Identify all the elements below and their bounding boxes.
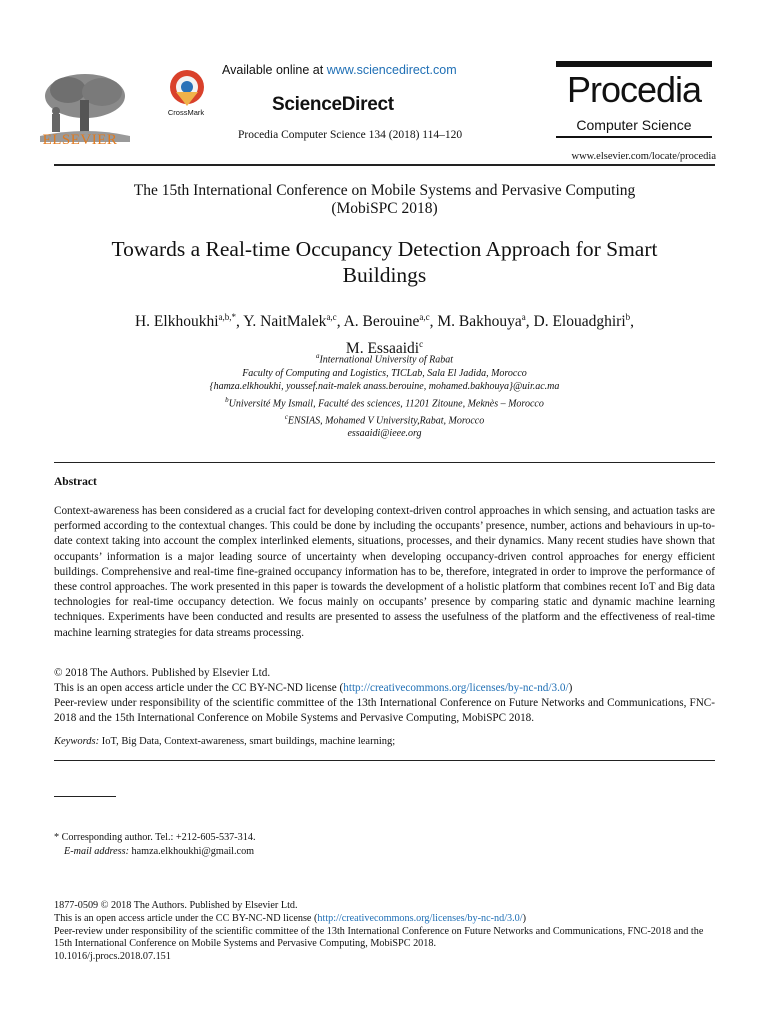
author-separator: , bbox=[630, 313, 634, 331]
affiliation-text: ENSIAS, Mohamed V University,Rabat, Morocco bbox=[287, 414, 485, 426]
keywords-text: IoT, Big Data, Context-awareness, smart buildings, machine learning; bbox=[99, 736, 396, 747]
author-name: A. Berouine bbox=[343, 313, 420, 331]
sciencedirect-brand: ScienceDirect bbox=[272, 94, 394, 115]
author-affil-sup: b bbox=[625, 312, 631, 322]
doi[interactable]: 10.1016/j.procs.2018.07.151 bbox=[54, 951, 171, 963]
bottom-open-access-suffix: ) bbox=[522, 912, 527, 924]
author-name: D. Elouadghiri bbox=[533, 313, 626, 331]
bottom-cc-license-link[interactable]: http://creativecommons.org/licenses/by-nc-nd/3.0/ bbox=[317, 912, 523, 924]
peer-review-line: Peer-review under responsibility of the scientific committee of the 13th International Conference on Future Networks and Communications, FNC-2018 and the 15th International Conference on Mobile Systems and Pervasive Computing, MobiSPC 2018. bbox=[54, 697, 715, 724]
abstract-heading: Abstract bbox=[54, 476, 97, 488]
conference-line-2: (MobiSPC 2018) bbox=[331, 200, 438, 217]
bottom-license bbox=[54, 900, 715, 964]
author-separator: , bbox=[525, 313, 534, 331]
issn-line: 1877-0509 © 2018 The Authors. Published by Elsevier Ltd. bbox=[54, 900, 298, 911]
procedia-url[interactable]: www.elsevier.com/locate/procedia bbox=[571, 151, 716, 162]
conference-line-1: The 15th International Conference on Mobile Systems and Pervasive Computing bbox=[133, 182, 636, 199]
affiliation-line bbox=[54, 427, 715, 441]
keywords-label: Keywords: bbox=[54, 736, 100, 747]
conference-name bbox=[54, 182, 715, 218]
author-name: M. Essaaidi bbox=[345, 340, 420, 358]
author-line-1 bbox=[54, 306, 715, 333]
affiliation-sup: b bbox=[225, 395, 229, 404]
affiliation-line bbox=[54, 380, 715, 394]
corresponding-author: * Corresponding author. Tel.: +212-605-537-314. bbox=[54, 832, 256, 843]
author-affil-sup: a,b,* bbox=[218, 312, 237, 322]
paper-title-line-2: Buildings bbox=[342, 263, 427, 287]
affiliation-line bbox=[54, 367, 715, 381]
footnote-rule bbox=[54, 796, 116, 797]
affiliation-text: {hamza.elkhoukhi, youssef.nait-malek anass.berouine, mohamed.bakhouya}@uir.ac.ma bbox=[209, 381, 560, 393]
affiliation-text: essaaidi@ieee.org bbox=[347, 428, 422, 440]
bottom-open-access bbox=[54, 913, 715, 926]
open-access-prefix: This is an open access article under the CC BY-NC-ND license ( bbox=[54, 682, 344, 694]
crossmark-label: CrossMark bbox=[167, 108, 205, 117]
paper-title bbox=[54, 236, 715, 288]
affiliation-text: Faculty of Computing and Logistics, TICLab, Sala El Jadida, Morocco bbox=[242, 367, 527, 379]
author-name: H. Elkhoukhi bbox=[134, 313, 219, 331]
paper-title-line-1: Towards a Real-time Occupancy Detection Approach for Smart bbox=[111, 237, 658, 261]
affiliation-line bbox=[54, 394, 715, 411]
email-label: E-mail address: bbox=[64, 846, 129, 857]
author-affil-sup: a,c bbox=[419, 312, 430, 322]
author-affil-sup: a bbox=[521, 312, 526, 322]
cc-license-link[interactable]: http://creativecommons.org/licenses/by-nc-nd/3.0/ bbox=[343, 682, 569, 694]
affiliation-text: International University of Rabat bbox=[319, 354, 454, 366]
email-address[interactable]: hamza.elkhoukhi@gmail.com bbox=[129, 846, 255, 857]
affiliation-text: Université My Ismail, Faculté des sciences, 11201 Zitoune, Meknès – Morocco bbox=[228, 398, 544, 410]
elsevier-wordmark: ELSEVIER bbox=[42, 132, 118, 148]
bottom-open-access-prefix: This is an open access article under the CC BY-NC-ND license ( bbox=[54, 912, 318, 924]
procedia-logo: Procedia bbox=[566, 69, 702, 110]
affiliation-sup: c bbox=[284, 412, 288, 421]
affiliations bbox=[54, 350, 715, 441]
bottom-peer-review: Peer-review under responsibility of the scientific committee of the 13th International Conference on Future Networks and Communications, FNC-2018 and the 15th International Conference on Mobile Systems and Pervasive Computing, MobiSPC 2018. bbox=[54, 925, 704, 950]
affiliation-sup: a bbox=[315, 352, 320, 360]
procedia-top-bar bbox=[556, 61, 712, 67]
open-access-line bbox=[54, 681, 715, 696]
header-divider bbox=[54, 164, 715, 166]
procedia-bottom-bar bbox=[556, 136, 712, 138]
sciencedirect-link[interactable]: www.sciencedirect.com bbox=[326, 63, 457, 77]
email-line bbox=[54, 845, 715, 859]
available-online bbox=[222, 63, 457, 77]
available-prefix: Available online at bbox=[222, 63, 327, 77]
crossmark-icon[interactable] bbox=[168, 68, 206, 108]
author-affil-sup: a,c bbox=[326, 312, 337, 322]
author-name: Y. NaitMalek bbox=[243, 313, 327, 331]
open-access-suffix: ) bbox=[568, 682, 573, 694]
author-name: M. Bakhouya bbox=[437, 313, 522, 331]
journal-reference: Procedia Computer Science 134 (2018) 114–120 bbox=[238, 129, 463, 141]
abstract-body: Context-awareness has been considered as a crucial fact for developing context-driven control approaches in which sensing, and actuation tasks are performed according to the contextual changes. This could be done by including the occupants’ presence, number, actions and behaviours in up-to-date context taking into account the complex interlinked elements, situations, processes, and their dynamics. Many recent studies have shown that occupants’ information is a major leading source of uncertainty when developing occupancy-driven control approaches for energy efficient buildings. Comprehensive and real-time fine-grained occupancy information has to be, therefore, integrated in order to improve the performance of these control approaches. The work presented in this paper is towards the development of a holistic platform that combines recent IoT and Big data technologies for real-time occupancy detection. We focus mainly on occupants’ presence by comparing static and dynamic machine learning techniques. Experiments have been conducted and results are presented to assess the usefulness of the platform and the effectiveness of real-time machine learning strategies for data streams processing. bbox=[54, 505, 715, 639]
abstract-divider-bottom bbox=[54, 760, 715, 761]
keywords bbox=[54, 736, 715, 747]
author-separator: , bbox=[429, 313, 438, 331]
footnote bbox=[54, 831, 715, 859]
affiliation-line bbox=[54, 350, 715, 367]
affiliation-line bbox=[54, 411, 715, 428]
abstract-divider-top bbox=[54, 462, 715, 463]
author-separator: , bbox=[236, 313, 244, 331]
author-separator: , bbox=[336, 313, 344, 331]
license-block bbox=[54, 666, 715, 726]
copyright-line: © 2018 The Authors. Published by Elsevier Ltd. bbox=[54, 667, 271, 679]
procedia-subtitle: Computer Science bbox=[576, 117, 692, 133]
author-affil-sup: c bbox=[419, 339, 424, 350]
